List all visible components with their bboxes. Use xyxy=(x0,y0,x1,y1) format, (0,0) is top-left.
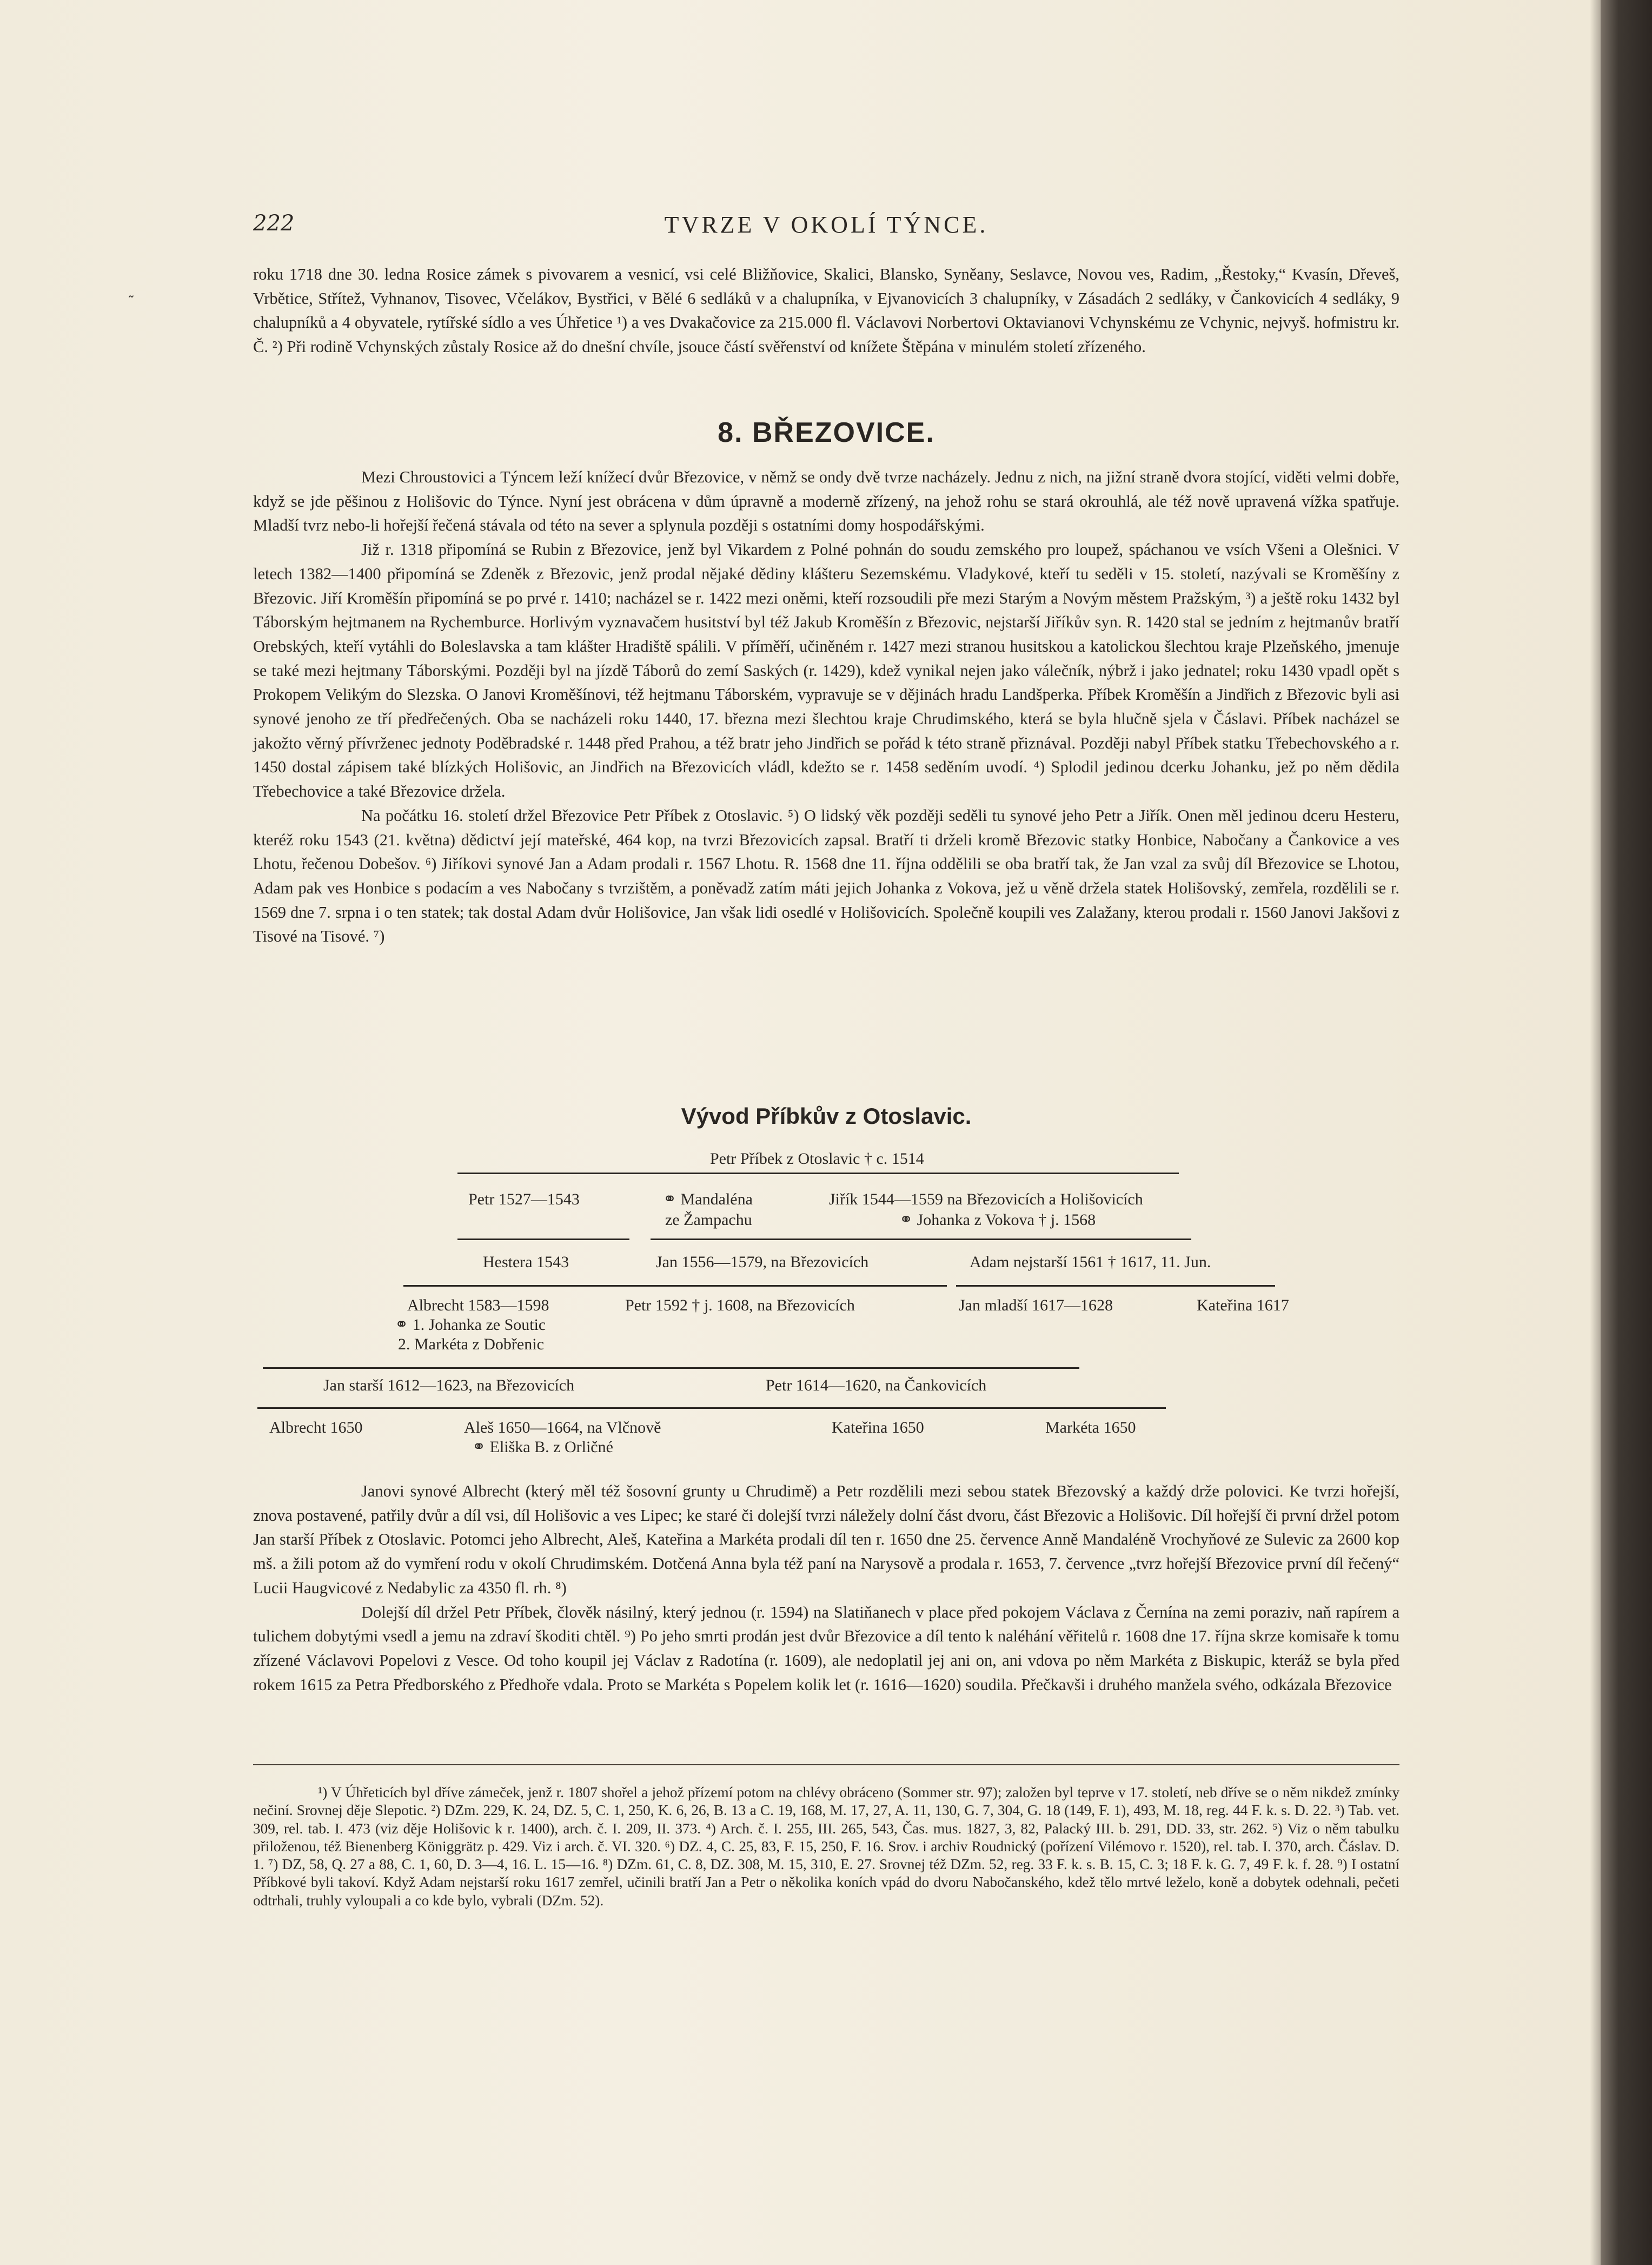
paragraph: Mezi Chroustovici a Týncem leží knížecí dvůr Březovice, v němž se ondy dvě tvrze nacházely. Jednu z nich, na jižní straně dvora stojící, viděti velmi dobře, když se jde pěšinou z Holišovic do Týnce. Nyní jest obrácena v dům úpravně a moderně zřízený, na jehož rohu se stará okrouhlá, ale též nově upravená vížka spatřuje. Mladší tvrz nebo-li hořejší řečená stávala od této na sever a splynula později s ostatními domy hospodářskými. xyxy=(253,468,1399,535)
section-title: 8. BŘEZOVICE. xyxy=(718,417,935,448)
genealogy-node: Markéta 1650 xyxy=(1045,1419,1136,1436)
running-title: TVRZE V OKOLÍ TÝNCE. xyxy=(664,211,988,238)
genealogy-bracket xyxy=(257,1407,1166,1409)
genealogy-node: Albrecht 1583—1598 xyxy=(407,1296,549,1314)
section-body-continued xyxy=(253,1479,1399,1697)
genealogy-node: Kateřina 1650 xyxy=(832,1419,924,1436)
genealogy-node: Jan 1556—1579, na Březovicích xyxy=(656,1253,869,1271)
genealogy-node: Petr 1592 † j. 1608, na Březovicích xyxy=(625,1296,855,1314)
book-spine xyxy=(1601,0,1652,2265)
genealogy-bracket xyxy=(457,1239,629,1240)
genealogy-node: Kateřina 1617 xyxy=(1197,1296,1289,1314)
footnote-separator xyxy=(253,1764,1399,1765)
genealogy-root: Petr Příbek z Otoslavic † c. 1514 xyxy=(710,1150,924,1168)
footnotes xyxy=(253,1784,1399,1910)
genealogy-node: ⚭ Johanka z Vokova † j. 1568 xyxy=(899,1211,1096,1229)
genealogy-title: Vývod Příbkův z Otoslavic. xyxy=(681,1103,972,1129)
genealogy-node: Petr 1527—1543 xyxy=(468,1190,580,1208)
margin-mark: ˷ xyxy=(128,282,135,299)
section-body xyxy=(253,465,1399,949)
paragraph: Na počátku 16. století držel Březovice Petr Příbek z Otoslavic. ⁵) O lidský věk později seděli tu synové jeho Petr a Jiřík. Onen měl jedinou dceru Hesteru, kteréž roku 1543 (21. května) dědictví její mateřské, 464 kop, na tvrzi Březovicích zapsal. Bratří ti drželi kromě Březovic statky Honbice, Nabočany a Čankovice a ves Lhotu, řečenou Dobešov. ⁶) Jiříkovi synové Jan a Adam prodali r. 1567 Lhotu. R. 1568 dne 11. října oddělili se oba bratří tak, že Jan vzal za svůj díl Březovice se Lhotou, Adam pak ves Honbice s podacím a ves Nabočany s tvrzištěm, a poněvadž zatím máti jejich Johanka z Vokova, jež u věně držela statek Holišovský, zemřela, rozdělili se r. 1569 dne 7. srpna i o ten statek; tak dostal Adam dvůr Holišovice, Jan však lidi osedlé v Holišovicích. Společně koupili ves Zalažany, kterou prodali r. 1560 Janovi Jakšovi z Tisové na Tisové. ⁷) xyxy=(253,806,1399,946)
genealogy-node: Adam nejstarší 1561 † 1617, 11. Jun. xyxy=(970,1253,1211,1271)
genealogy-node: ⚭ Eliška B. z Orličné xyxy=(472,1438,613,1456)
genealogy-node: Hestera 1543 xyxy=(483,1253,569,1271)
genealogy-node: Jan starší 1612—1623, na Březovicích xyxy=(323,1376,575,1394)
genealogy-node: Jiřík 1544—1559 na Březovicích a Holišovicích xyxy=(829,1190,1143,1208)
paragraph: Dolejší díl držel Petr Příbek, člověk násilný, který jednou (r. 1594) na Slatiňanech v place před pokojem Václava z Černína na zemi poraziv, naň rapírem a tulichem dobytými vsedl a jemu na zdraví škoditi chtěl. ⁹) Po jeho smrti prodán jest dvůr Březovice a díl tento k naléhání věřitelů r. 1608 dne 17. října skrze komisaře k tomu zřízené Václavovi Popelovi z Vesce. Od toho koupil jej Václav z Radotína (r. 1609), ale nedoplatil jej ani on, ani vdova po něm Markéta z Biskupic, kteráž se byla před rokem 1615 za Petra Předborského z Předhoře vdala. Proto se Markéta s Popelem kolik let (r. 1616—1620) soudila. Přečkavši i druhého manžela svého, odkázala Březovice xyxy=(253,1602,1399,1694)
genealogy-node: 2. Markéta z Dobřenic xyxy=(398,1335,544,1353)
genealogy-bracket xyxy=(651,1239,1191,1240)
genealogy-bracket xyxy=(263,1367,1079,1369)
page-header xyxy=(253,211,1399,243)
genealogy-node: Aleš 1650—1664, na Vlčnově xyxy=(464,1419,661,1436)
genealogy-node: ⚭ 1. Johanka ze Soutic xyxy=(395,1316,546,1334)
page-number: 222 xyxy=(253,211,295,236)
paragraph: Janovi synové Albrecht (který měl též šosovní grunty u Chrudimě) a Petr rozdělili mezi sebou statek Březovský a každý drže polovici. Ke tvrzi hořejší, znova postavené, patřily dvůr a díl vsi, díl Holišovic a ves Lipec; ke staré či dolejší tvrzi náležely dolní část dvoru, část Březovic a Holišovic. Díl hořejší či první držel potom Jan starší Příbek z Otoslavic. Potomci jeho Albrecht, Aleš, Kateřina a Markéta prodali díl ten r. 1650 dne 25. července Anně Mandaléně Vrochyňové ze Sulevic za 2600 kop mš. a žili potom až do vymření rodu v okolí Chrudimském. Dotčená Anna byla též paní na Narysově a prodala r. 1653, 7. července „tvrz hořejší Březovice první díl řečený“ Lucii Haugvicové z Nedabylic za 4350 fl. rh. ⁸) xyxy=(253,1482,1399,1597)
page-shadow xyxy=(1590,0,1601,2265)
intro-paragraph: roku 1718 dne 30. ledna Rosice zámek s pivovarem a vesnicí, vsi celé Bližňovice, Skalici, Blansko, Syněany, Seslavce, Novou ves, Radim, „Řestoky,“ Kvasín, Dřeveš, Vrbětice, Střítež, Vyhnanov, Tisovec, Včelákov, Bystřici, v Bělé 6 sedláků v a chalupníka, v Ejvanovicích 3 chalupníky, v Zásadách 2 sedláky, v Čankovicích 4 sedláky, 9 chalupníků a 4 obyvatele, rytířské sídlo a ves Úhřetice ¹) a ves Dvakačovice za 215.000 fl. Václavovi Norbertovi Oktavianovi Vchynskému ze Vchynic, nejvyš. hofmistru kr. Č. ²) Při rodině Vchynských zůstaly Rosice až do dnešní chvíle, jsouce částí svěřenství od knížete Štěpána v minulém století zřízeného. xyxy=(253,265,1399,356)
intro-paragraph-block xyxy=(253,262,1399,359)
genealogy-node: ze Žampachu xyxy=(665,1211,752,1229)
genealogy-bracket xyxy=(457,1173,1179,1174)
genealogy-bracket xyxy=(956,1285,1275,1287)
genealogy-node: ⚭ Mandaléna xyxy=(663,1190,753,1208)
genealogy-table xyxy=(253,1103,1399,1471)
genealogy-node: Jan mladší 1617—1628 xyxy=(959,1296,1113,1314)
genealogy-node: Petr 1614—1620, na Čankovicích xyxy=(766,1376,987,1394)
genealogy-node: Albrecht 1650 xyxy=(269,1419,363,1436)
paragraph: Již r. 1318 připomíná se Rubin z Březovice, jenž byl Vikardem z Polné pohnán do soudu zemského pro loupež, spáchanou ve vsích Všeni a Olešnici. V letech 1382—1400 připomíná se Zdeněk z Březovic, jenž prodal nějaké dědiny klášteru Sezemskému. Vladykové, kteří tu seděli v 15. století, nazývali se Kroměšíny z Březovic. Jiří Kroměšín připomíná se po prvé r. 1410; nacházel se r. 1422 mezi oněmi, kteří rozsoudili pře mezi Starým a Novým městem Pražským, ³) a ještě roku 1432 byl Táborským hejtmanem na Rychemburce. Horlivým vyznavačem husitství byl též Jakub Kroměšín z Březovic, nejstarší Jiříkův syn. R. 1420 stal se jedním z hejtmanův bratří Orebských, kteří vytáhli do Boleslavska a tam klášter Hradiště spálili. V příměří, učiněném r. 1427 mezi stranou husitskou a katolickou šlechtou kraje Plzeňského, jmenuje se také mezi hejtmany Táborskými. Později byl na jízdě Táborů do zemí Saských (r. 1429), kdež vynikal nejen jako válečník, nýbrž i jako jednatel; roku 1430 vpadl opět s Prokopem Velikým do Slezska. O Janovi Kroměšínovi, též hejtmanu Táborském, vypravuje se v dějinách hradu Landšperka. Příbek Kroměšín a Jindřich z Březovic byli asi synové jenoho ze tří předřečených. Oba se nacházeli roku 1440, 17. března mezi šlechtou kraje Chrudimského, která se byla hlučně sjela v Čáslavi. Příbek nacházel se jakožto věrný přívrženec jednoty Poděbradské r. 1448 před Prahou, a též bratr jeho Jindřich se pořád k této straně přiznával. Později nabyl Příbek statku Třebechovského a r. 1450 dostal zápisem také blízkých Holišovic, an Jindřich na Březovicích vládl, kdežto se r. 1458 seděním uvodí. ⁴) Splodil jedinou dcerku Johanku, jež po něm dědila Třebechovice a také Březovice držela. xyxy=(253,540,1399,801)
footnotes-text: ¹) V Úhřeticích byl dříve zámeček, jenž r. 1807 shořel a jehož přízemí potom na chlévy obráceno (Sommer str. 97); založen byl teprve v 17. století, neb dříve se o něm nikdež zmínky nečiní. Srovnej děje Slepotic. ²) DZm. 229, K. 24, DZ. 5, C. 1, 250, K. 6, 26, B. 13 a C. 19, 168, M. 17, 27, A. 11, 130, G. 7, 304, G. 18 (149, F. 1), 493, M. 18, reg. 44 F. k. s. D. 22. ³) Tab. vet. 309, rel. tab. I. 473 (viz děje Holišovic k r. 1400), arch. č. I. 209, II. 373. ⁴) Arch. č. I. 255, III. 265, 543, Čas. mus. 1827, 3, 82, Palacký III. b. 291, DD. 33, str. 262. ⁵) Viz o něm tabulku přiloženou, též Bienenberg Königgrätz p. 429. Viz i arch. č. VI. 320. ⁶) DZ. 4, C. 25, 83, F. 15, 250, F. 16. Srov. i archiv Roudnický (pořízení Vilémovo r. 1520), rel. tab. I. 370, arch. Čáslav. D. 1. ⁷) DZ, 58, Q. 27 a 88, C. 1, 60, D. 3—4, 16. L. 15—16. ⁸) DZm. 61, C. 8, DZ. 308, M. 15, 310, E. 27. Srovnej též DZm. 52, reg. 33 F. k. s. B. 15, C. 3; 18 F. k. G. 7, 49 F. k. f. 28. ⁹) I ostatní Příbkové byli takoví. Když Adam nejstarší roku 1617 zemřel, učinili bratří Jan a Petr o několika koních vpád do dvoru Nabočanského, kdež tělo mrtvé leželo, koně a dobytek odehnali, pečeti odtrhali, truhly vyloupali a co kde bylo, vybrali (DZm. 52). xyxy=(253,1784,1399,1909)
genealogy-bracket xyxy=(403,1285,947,1287)
